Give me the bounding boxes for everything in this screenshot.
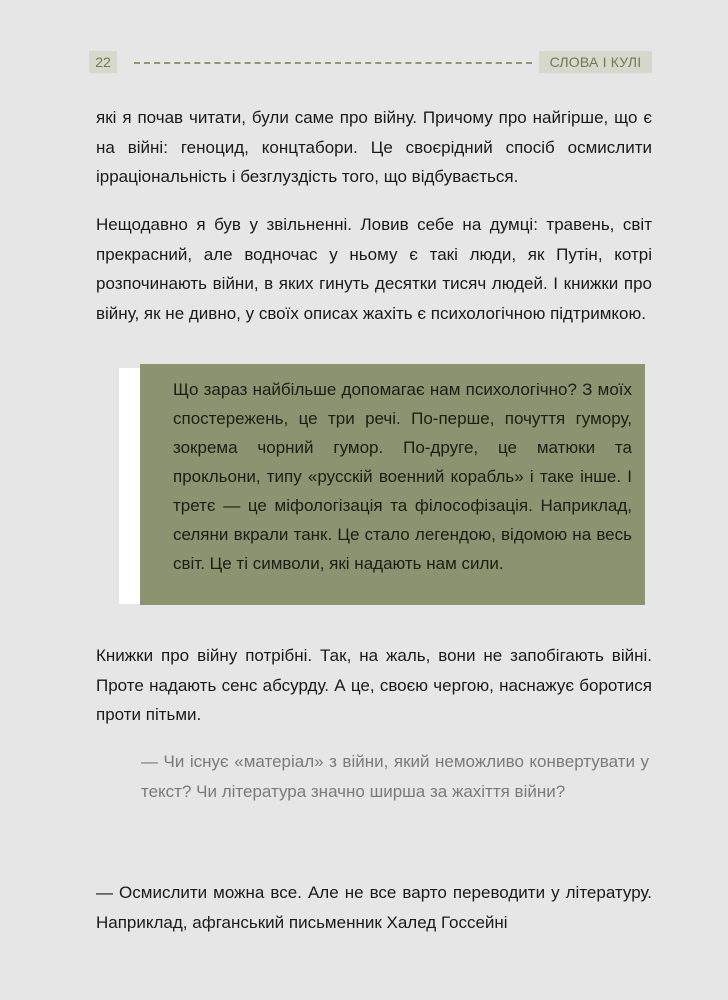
header-dashed-divider [134, 62, 532, 64]
body-paragraph-3: Книжки про війну потрібні. Так, на жаль, вони не запобігають війні. Проте надають сенс абсурду. А це, своєю чергою, наснажує боротися проти пітьми. [96, 646, 652, 724]
pull-quote-box [140, 364, 645, 605]
body-paragraph-4: — Осмислити можна все. Але не все варто переводити у літературу. Наприклад, афганський письменник Халед Госсейні [96, 883, 652, 932]
pull-quote-text: Що зараз найбільше допомагає нам психологічно? З моїх спостережень, це три речі. По-перше, почуття гумору, зокрема чорний гумор. По-друге, це матюки та прокльони, типу «русскій военний корабль» і таке інше. І третє — це міфологізація та філософізація. Наприклад, селяни вкрали танк. Це стало легендою, відомою на весь світ. Це ті символи, які надають нам сили. [173, 380, 632, 573]
quote-side-bar [119, 368, 142, 604]
page-number: 22 [89, 51, 117, 73]
section-title: СЛОВА І КУЛІ [539, 51, 652, 73]
running-header [0, 50, 728, 76]
interview-question: — Чи існує «матеріал» з війни, який неможливо конвертувати у текст? Чи література значно ширша за жахіття війни? [141, 752, 649, 801]
body-paragraph-2: Нещодавно я був у звільненні. Ловив себе на думці: травень, світ прекрасний, але водночас у ньому є такі люди, як Путін, котрі розпочинають війни, в яких гинуть десятки тисяч людей. І книжки про війну, як не дивно, у своїх описах жахіть є психологічною підтримкою. [96, 215, 652, 323]
body-paragraph-1: які я почав читати, були саме про війну. Причому про найгірше, що є на війні: геноцид, концтабори. Це своєрідний спосіб осмислити ірраціональність і безглуздість того, що відбувається. [96, 108, 652, 186]
